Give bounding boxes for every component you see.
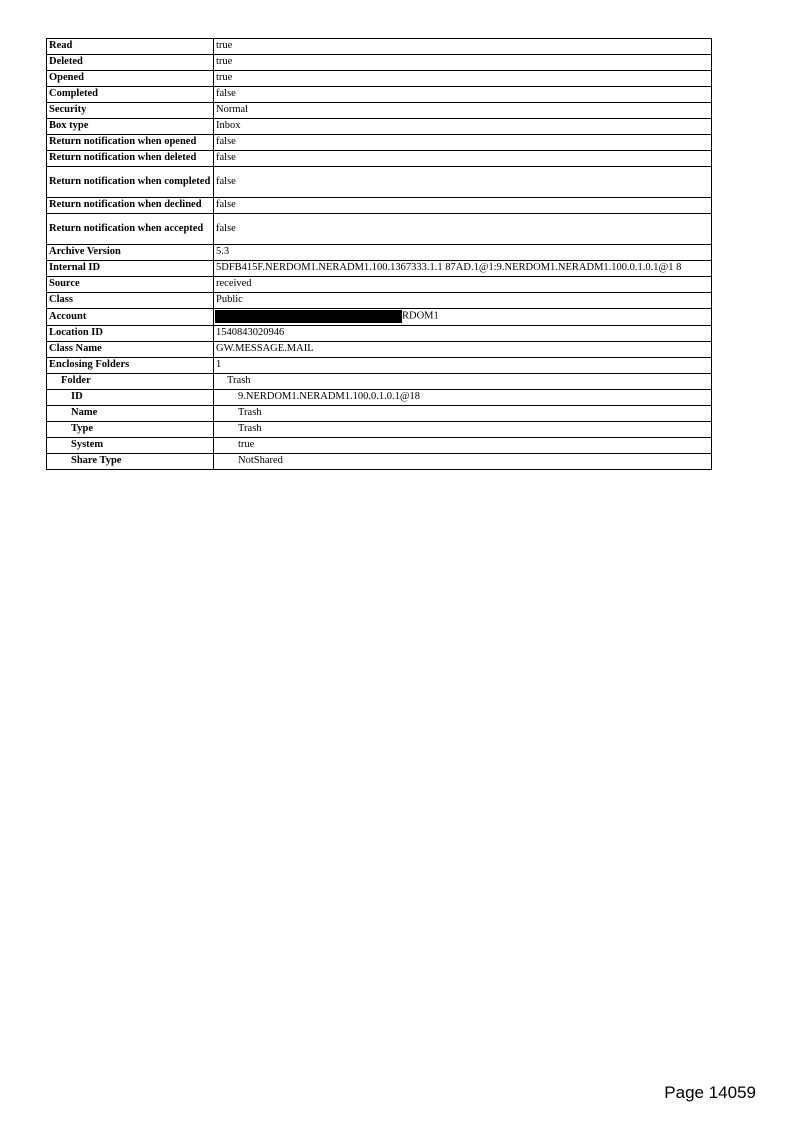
property-key: Security	[47, 103, 214, 119]
property-key: Folder	[47, 374, 214, 390]
property-value: true	[214, 39, 712, 55]
property-value: Trash	[214, 374, 712, 390]
property-value: Inbox	[214, 119, 712, 135]
property-value: false	[214, 198, 712, 214]
property-key: Return notification when completed	[47, 167, 214, 198]
property-value: 5.3	[214, 245, 712, 261]
table-row	[47, 293, 712, 309]
property-value: NotShared	[214, 454, 712, 470]
table-row	[47, 103, 712, 119]
table-row	[47, 167, 712, 198]
property-key: Account	[47, 309, 214, 326]
property-value-account	[214, 309, 712, 326]
table-row	[47, 277, 712, 293]
table-row	[47, 261, 712, 277]
table-row	[47, 151, 712, 167]
table-row	[47, 55, 712, 71]
property-key: Name	[47, 406, 214, 422]
property-key: Return notification when accepted	[47, 214, 214, 245]
table-row	[47, 454, 712, 470]
property-value: 5DFB415F.NERDOM1.NERADM1.100.1367333.1.1 87AD.1@1:9.NERDOM1.NERADM1.100.0.1.0.1@1 8	[214, 261, 712, 277]
property-value: 9.NERDOM1.NERADM1.100.0.1.0.1@18	[214, 390, 712, 406]
property-value: Public	[214, 293, 712, 309]
property-value: false	[214, 214, 712, 245]
property-key: Class Name	[47, 342, 214, 358]
table-row	[47, 438, 712, 454]
table-row	[47, 119, 712, 135]
property-key: Source	[47, 277, 214, 293]
property-value: true	[214, 71, 712, 87]
property-key: ID	[47, 390, 214, 406]
table-row	[47, 422, 712, 438]
table-row	[47, 214, 712, 245]
property-key: Return notification when deleted	[47, 151, 214, 167]
account-value: RDOM1	[402, 310, 439, 322]
table-row	[47, 326, 712, 342]
table-row	[47, 198, 712, 214]
property-key: Completed	[47, 87, 214, 103]
property-key: Internal ID	[47, 261, 214, 277]
properties-table	[46, 38, 712, 470]
property-key: Share Type	[47, 454, 214, 470]
table-row	[47, 87, 712, 103]
property-value: false	[214, 151, 712, 167]
property-key: Type	[47, 422, 214, 438]
property-value: false	[214, 87, 712, 103]
property-key: Location ID	[47, 326, 214, 342]
property-value: Trash	[214, 422, 712, 438]
property-key: Class	[47, 293, 214, 309]
property-value: false	[214, 167, 712, 198]
table-row	[47, 135, 712, 151]
table-row	[47, 390, 712, 406]
table-row	[47, 39, 712, 55]
property-key: System	[47, 438, 214, 454]
table-row	[47, 71, 712, 87]
property-value: Normal	[214, 103, 712, 119]
property-key: Read	[47, 39, 214, 55]
property-value: false	[214, 135, 712, 151]
table-row	[47, 342, 712, 358]
property-value: Trash	[214, 406, 712, 422]
property-key: Return notification when opened	[47, 135, 214, 151]
property-value: true	[214, 55, 712, 71]
property-value: true	[214, 438, 712, 454]
property-key: Enclosing Folders	[47, 358, 214, 374]
table-row	[47, 406, 712, 422]
property-key: Box type	[47, 119, 214, 135]
table-row	[47, 358, 712, 374]
table-row	[47, 245, 712, 261]
property-key: Deleted	[47, 55, 214, 71]
property-key: Archive Version	[47, 245, 214, 261]
table-row	[47, 309, 712, 326]
property-key: Opened	[47, 71, 214, 87]
property-value: 1540843020946	[214, 326, 712, 342]
property-value: received	[214, 277, 712, 293]
page-number: Page 14059	[664, 1083, 756, 1102]
property-value: 1	[214, 358, 712, 374]
redaction-bar	[215, 310, 402, 323]
property-key: Return notification when declined	[47, 198, 214, 214]
table-row	[47, 374, 712, 390]
property-value: GW.MESSAGE.MAIL	[214, 342, 712, 358]
